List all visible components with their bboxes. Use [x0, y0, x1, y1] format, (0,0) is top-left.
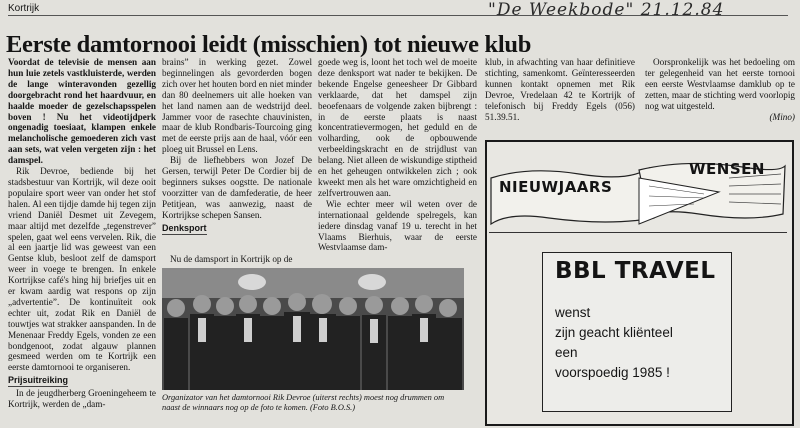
- article-column-2: [162, 57, 312, 271]
- article-column-3: [318, 57, 477, 271]
- article-paragraph: Nu de damsport in Kortrijk op de: [170, 254, 293, 264]
- banner-text-right: WENSEN: [689, 160, 765, 178]
- article-paragraph: Oorspronkelijk was het bedoeling om ter gelegenheid van het eerste tornooi een eerste Westvlaamse damklub op te zetten, maar de stichting werd voorlopig nog wat uitgesteld.: [645, 57, 795, 111]
- top-rule: [8, 15, 788, 16]
- article-paragraph: In de jeugdherberg Groeningeheem te Kortrijk, werden de „dam-: [8, 388, 156, 410]
- article-paragraph: klub, in afwachting van haar definitieve stichting, samenkomt. Geïnteresseerden kunnen kontakt opnemen met Rik Devroe, Vredelaan 42 te Kortrijk of telefonisch bij Freddy Egels (056) 51.39.51.: [485, 57, 635, 122]
- group-photo: [162, 268, 464, 390]
- article-lead: Voordat de televisie de mensen aan hun luie zetels vastkluisterde, werden de lange winteravonden gezellig doorgebracht rond het haardvuur, en haalde moeder de gezelschapsspelen boven ! Nu het videotijdperk ongenadig toesiaat, klampen enkele melancholische gemoederen zich vast aan sets, wat velen vergeten zijn : het damspel.: [8, 57, 156, 166]
- article-paragraph: brains” in werking gezet. Zowel beginnelingen als gevorderden bogen zich over het houten bord en niet minder dan 80 deelnemers uit alle hoeken van het land namen aan de wedstrijd deel. Jammer voor de rasechte chauvinisten, maar de klub Rondbaris-Tourcoing ging met de eerste prijs aan de haal, vóór een ploeg uit Brussel en Lens.: [162, 57, 312, 155]
- advertisement: [485, 140, 794, 426]
- photo-caption: Organizator van het damtornooi Rik Devroe (uiterst rechts) moest nog drummen om naast de winnaars nog op de foto te komen. (Foto B.O.S.): [162, 393, 445, 412]
- company-name: BBL TRAVEL: [555, 258, 716, 284]
- handwritten-source-note: "De Weekbode" 21.12.84: [488, 0, 725, 20]
- ad-line: zijn geacht kliënteel: [555, 325, 673, 340]
- article-column-1: [8, 57, 156, 423]
- new-year-banner: [489, 148, 787, 233]
- subhead-prijsuitreiking: Prijsuitreiking: [8, 375, 69, 386]
- section-label: Kortrijk: [8, 3, 40, 14]
- ad-line: wenst: [555, 305, 591, 320]
- subhead-denksport: Denksport: [162, 222, 207, 233]
- article-paragraph: goede weg is, loont het toch wel de moeite deze denksport wat nader te bekijken. De bekende Engelse geneesheer Dr Gibbard verklaarde, dat het damspel zijn beoefenaars de volgende zaken bijbrengt : in de eerste plaats is naast koncentratievermogen, het geduld en de volharding, ook de opbouwende verbeeldingskracht en de strijdlust van belang. Niet alleen de wiskundige stiptheid en het geheugen ontwikkelen zich ; ook kweekt men als het ware omzichtigheid en zelfvertrouwen aan.: [318, 57, 477, 198]
- article-signature: (Mino): [769, 111, 795, 122]
- article-paragraph: Bij de liefhebbers won Jozef De Gersen, terwijl Peter De Cordier bij de beginners sukses oogstte. De nationale voorzitter van de damfederatie, de heer Petitjean, was aanwezig, naast de Kortrijkse schepen Sansen.: [162, 155, 312, 220]
- photo-people-illustration: [162, 268, 464, 390]
- article-column-5: [645, 57, 795, 129]
- article-column-4: [485, 57, 635, 143]
- article-paragraph: Rik Devroe, bediende bij het stadsbestuur van Kortrijk, wil deze ooit populaire sport weer van onder het stof halen. Al een tijdje damde hij tegen zijn vriend Daniël Desmet uit Zevegem, maar altijd met dezelfde „tegenstrever” spelen, gaat wel eens vervelen. Rik, die al een jaartje lid was geweest van een Gentse klub, besloot zelf de damsport weer in voege te brengen. In enkele Kortrijkse café's hing hij briefjes uit en er kwam aardig wat respons op zijn „advertentie”. De kontinuïteit ook echter uit, zodat Rik en Daniël de touwtjes wat strakker aanspanden. In de Menenaar Freddy Egels, vonden ze een bondgenoot, zodat algauw plannen gesmeed werden om te Kortrijk een eerste damtornooi te organiseren.: [8, 166, 156, 373]
- ad-line: voorspoedig 1985 !: [555, 365, 670, 380]
- ad-line: een: [555, 345, 578, 360]
- article-paragraph: Wie echter meer wil weten over de internationaal geldende spelregels, kan iedere dinsdag vanaf 19 u. terecht in het Vlaams Bierhuis, waar de eerste Westvlaamse dam-: [318, 198, 477, 253]
- article-headline: Eerste damtornooi leidt (misschien) tot nieuwe klub: [6, 31, 532, 58]
- bbl-travel-box: [542, 252, 732, 412]
- banner-text-left: NIEUWJAARS: [499, 178, 613, 196]
